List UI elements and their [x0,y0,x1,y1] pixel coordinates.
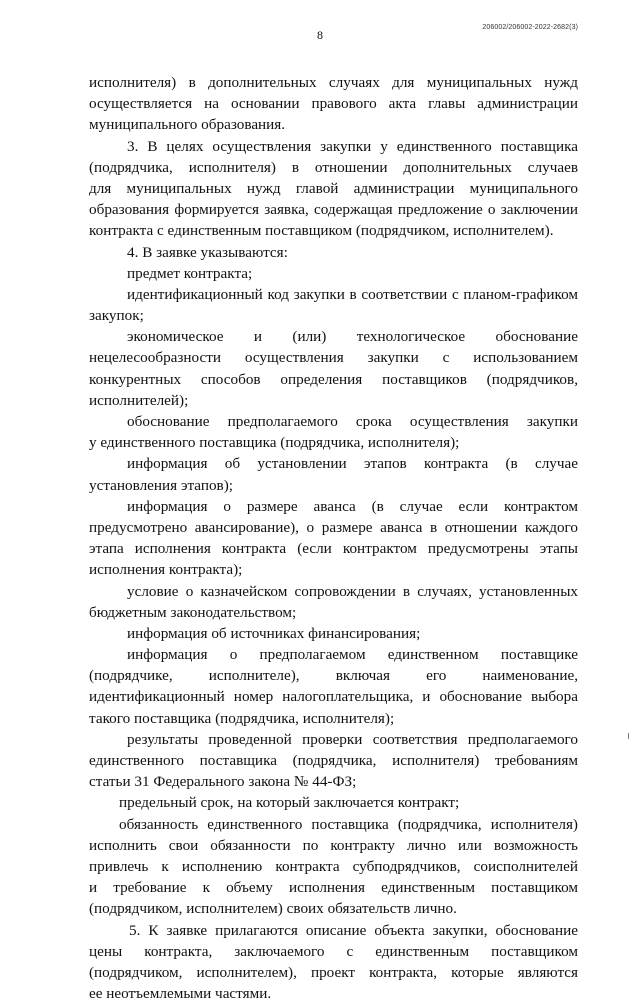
document-registration-number: 206002/206002-2022-2682(3) [482,24,578,31]
text-line: установления этапов); [89,476,233,494]
scan-mark [628,733,629,739]
text-line: статьи 31 Федерального закона № 44-ФЗ; [89,773,357,791]
text-line: муниципального образования. [89,116,286,134]
text-line: исполнить свои обязанности по контракту лично или возможность [89,836,578,854]
text-line: такого поставщика (подрядчика, исполнителя); [89,709,395,727]
text-line: бюджетным законодательством; [89,603,297,621]
list-item: информация об установлении этапов контракта (в случае [127,455,578,473]
page-number: 8 [317,28,323,42]
text-line: нецелесообразности осуществления закупки с использованием [89,349,578,367]
list-item: информация о размере аванса (в случае если контрактом [127,497,578,515]
paragraph-3-start: 3. В целях осуществления закупки у единственного поставщика [127,137,578,155]
text-line: у единственного поставщика (подрядчика, исполнителя); [89,434,460,452]
list-item: обоснование предполагаемого срока осуществления закупки [127,413,578,430]
text-line: конкурентных способов определения поставщиков (подрядчиков, [89,370,578,388]
text-line: единственного поставщика (подрядчика, исполнителя) требованиям [89,752,578,769]
list-item: обязанность единственного поставщика (подрядчика, исполнителя) [119,815,578,833]
paragraph-4-heading: 4. В заявке указываются: [127,243,288,261]
text-line: идентификационный номер налогоплательщика, и обоснование выбора [89,688,578,706]
text-line: контракта с единственным поставщиком (подрядчиком, исполнителем). [89,222,554,240]
text-line: исполнения контракта); [89,561,243,579]
text-line: (подрядчика, исполнителя) в отношении дополнительных случаев [89,158,578,176]
list-item: информация о предполагаемом единственном поставщике [127,646,578,664]
text-line: цены контракта, заключаемого с единственным поставщиком [89,942,578,960]
text-line: исполнителей); [89,391,189,409]
document-body [89,72,578,1004]
text-line: предусмотрено авансирование), о размере аванса в отношении каждого [89,518,578,536]
text-line: этапа исполнения контракта (если контрактом предусмотрены этапы [89,540,578,558]
list-item: информация об источниках финансирования; [127,624,421,642]
list-item: экономическое и (или) технологическое обоснование [127,328,578,346]
list-item: предмет контракта; [127,264,253,282]
text-line: для муниципальных нужд главой администрации муниципального [89,179,578,197]
text-line: образования формируется заявка, содержащая предложение о заключении [89,201,578,219]
text-line: привлечь к исполнению контракта субподрядчиков, соисполнителей [89,857,578,875]
paragraph-5-start: 5. К заявке прилагаются описание объекта закупки, обоснование [129,921,578,939]
list-item: условие о казначейском сопровождении в случаях, установленных [127,582,578,600]
text-line: (подрядчиком, исполнителем) своих обязательств лично. [89,900,457,918]
text-line: (подрядчике, исполнителе), включая его наименование, [89,667,578,685]
list-item: результаты проведенной проверки соответствия предполагаемого [127,730,578,748]
text-line: осуществляется на основании правового акта главы администрации [89,95,578,113]
text-line: исполнителя) в дополнительных случаях для муниципальных нужд [89,74,578,91]
text-line: ее неотъемлемыми частями. [89,985,272,1003]
text-line: и требование к объему исполнения единственным поставщиком [89,879,578,897]
list-item: идентификационный код закупки в соответствии с планом-графиком [127,285,578,303]
text-line: закупок; [89,307,144,325]
text-line: (подрядчиком, исполнителем), проект контракта, которые являются [89,963,578,981]
list-item: предельный срок, на который заключается контракт; [119,794,460,812]
